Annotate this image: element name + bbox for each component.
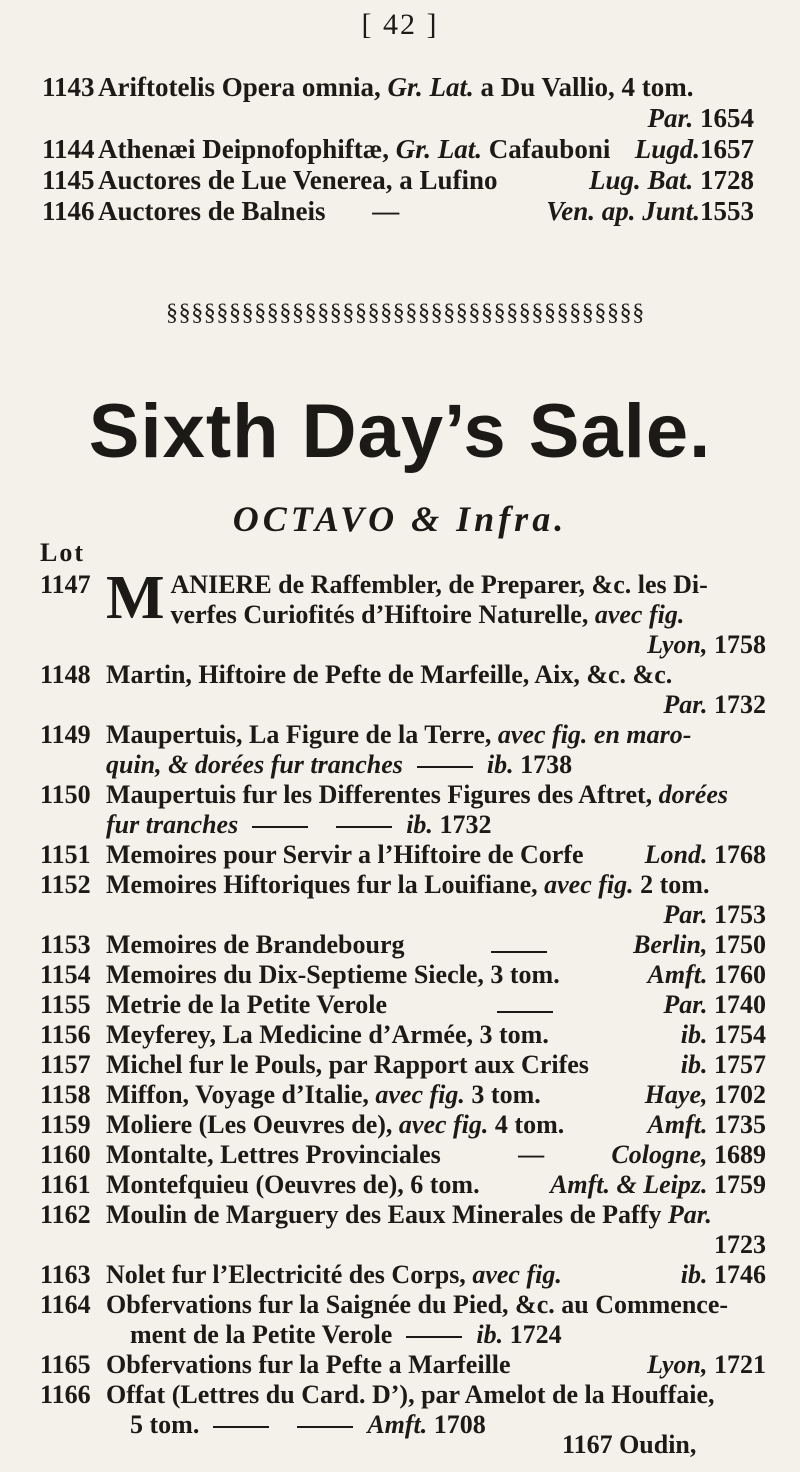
list-item: 1161 Montefquieu (Oeuvres de), 6 tom. Amft. & Leipz. 1759 (40, 1170, 766, 1199)
list-item: 1152 Memoires Hiftoriques fur la Louifiane, avec fig. 2 tom. Par. 1753 (40, 870, 766, 929)
page-number: [ 42 ] (361, 8, 439, 41)
list-item: 1149 Maupertuis, La Figure de la Terre, avec fig. en maro- quin, & dorées fur tranches ib. 1738 (40, 720, 692, 779)
catchword: 1167 Oudin, (562, 1430, 697, 1459)
list-item: 1151 Memoires pour Servir a l’Hiftoire de Corfe Lond. 1768 (40, 840, 766, 869)
list-item: 1154 Memoires du Dix-Septieme Siecle, 3 tom. Amft. 1760 (40, 960, 766, 989)
list-item: 1147 MANIERE de Raffembler, de Preparer, &c. les Di- verfes Curiofités d’Hiftoire Naturelle, avec fig. Lyon, 1758 (40, 564, 766, 659)
list-item: 1155 Metrie de la Petite Verole Par. 1740 (40, 990, 766, 1019)
rule (417, 766, 473, 768)
list-item: 1145 Auctores de Lue Venerea, a Lufino Lug. Bat. 1728 (42, 165, 754, 195)
list-item: 1157 Michel fur le Pouls, par Rapport aux Crifes ib. 1757 (40, 1050, 766, 1079)
list-item: 1164 Obfervations fur la Saignée du Pied, &c. au Commence- ment de la Petite Verole ib. 1724 (40, 1290, 729, 1349)
list-item: 1150 Maupertuis fur les Differentes Figures des Aftret, dorées fur tranches ib. 1732 (40, 780, 728, 839)
rule (406, 1336, 462, 1338)
list-item: 1163 Nolet fur l’Electricité des Corps, avec fig. ib. 1746 (40, 1260, 766, 1289)
rule (497, 1011, 553, 1013)
rule (297, 1426, 353, 1428)
rule (491, 951, 547, 953)
list-item: 1166 Offat (Lettres du Card. D’), par Amelot de la Houffaie, 5 tom. Amft. 1708 (40, 1380, 715, 1439)
lot-label: Lot (40, 538, 85, 567)
list-item: 1153 Memoires de Brandebourg Berlin, 1750 (40, 930, 766, 959)
list-item: 1159 Moliere (Les Oeuvres de), avec fig. 4 tom. Amft. 1735 (40, 1110, 766, 1139)
list-item: 1165 Obfervations fur la Pefte a Marfeille Lyon, 1721 (40, 1350, 766, 1379)
section-subheading: OCTAVO & Infra. (232, 499, 568, 539)
rule (213, 1426, 269, 1428)
list-item: 1146 Auctores de Balneis — Ven. ap. Junt.1553 (42, 196, 754, 226)
list-item: 1144 Athenæi Deipnofophiftæ, Gr. Lat. Cafauboni Lugd.1657 (42, 134, 754, 164)
ornament-border: §§§§§§§§§§§§§§§§§§§§§§§§§§§§§§§§§§§§§§ (166, 300, 645, 326)
lot-list (40, 564, 766, 1440)
list-item: 1148 Martin, Hiftoire de Pefte de Marfeille, Aix, &c. &c. Par. 1732 (40, 660, 766, 719)
imprint-line: Par. 1654 (647, 103, 754, 133)
drop-cap: M (106, 564, 165, 632)
rule (252, 826, 308, 828)
section-heading: Sixth Day’s Sale. (88, 389, 712, 474)
list-item: 1158 Miffon, Voyage d’Italie, avec fig. 3 tom. Haye, 1702 (40, 1080, 766, 1109)
list-item: 1143 Ariftotelis Opera omnia, Gr. Lat. a Du Vallio, 4 tom. (42, 72, 694, 102)
previous-section-entries (42, 72, 754, 227)
rule (336, 826, 392, 828)
list-item: 1156 Meyferey, La Medicine d’Armée, 3 tom. ib. 1754 (40, 1020, 766, 1049)
list-item: 1162 Moulin de Marguery des Eaux Minerales de Paffy Par. 1723 (40, 1200, 766, 1259)
list-item: 1160 Montalte, Lettres Provinciales — Cologne, 1689 (40, 1140, 766, 1169)
